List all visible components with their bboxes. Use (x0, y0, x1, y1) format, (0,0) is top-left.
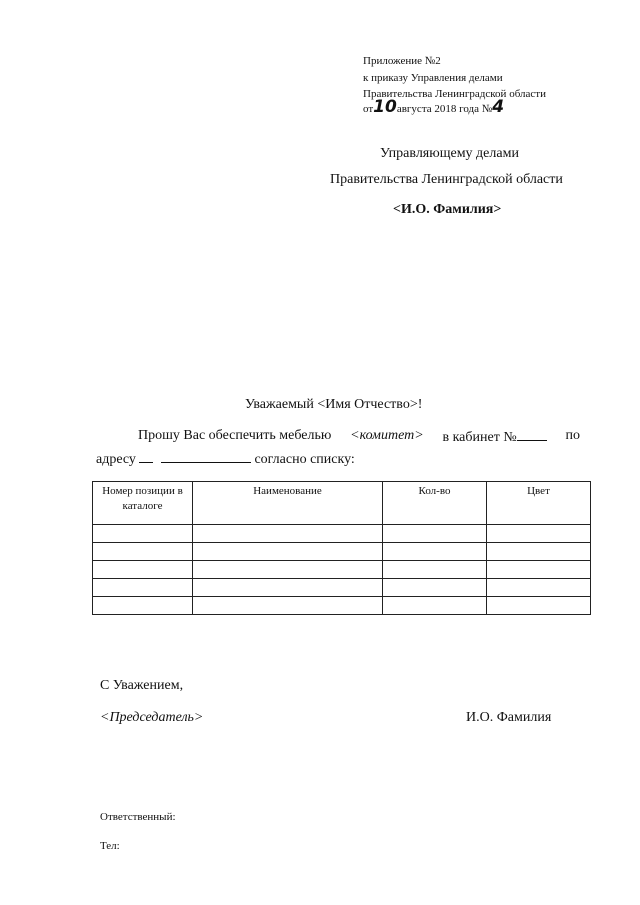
table-cell (487, 543, 591, 561)
body-text-4: адресу (96, 452, 136, 467)
closing: С Уважением, (100, 678, 184, 693)
table-cell (487, 597, 591, 615)
appendix-date-prefix: от (363, 103, 374, 115)
office-number-blank (517, 428, 547, 441)
table-row (93, 561, 591, 579)
addressee-line-2: Правительства Ленинградской области (330, 172, 563, 187)
handwritten-number: 4 (492, 97, 505, 117)
salutation: Уважаемый <Имя Отчество>! (245, 397, 423, 412)
body-text-3: по (565, 428, 580, 443)
table-row (93, 525, 591, 543)
table-cell (93, 597, 193, 615)
header-color: Цвет (487, 482, 591, 525)
table-cell (193, 543, 383, 561)
header-catalog-position: Номер позиции в каталоге (93, 482, 193, 525)
table-row (93, 543, 591, 561)
table-cell (93, 543, 193, 561)
phone-label: Тел: (100, 840, 120, 852)
table-row (93, 597, 591, 615)
appendix-date-month: августа 2018 года № (396, 103, 493, 115)
address-blank-1 (139, 450, 153, 463)
body-committee: <комитет> (350, 428, 424, 443)
table-header-row (93, 482, 591, 525)
table-cell (487, 525, 591, 543)
header-quantity: Кол-во (383, 482, 487, 525)
table-cell (193, 579, 383, 597)
header-name: Наименование (193, 482, 383, 525)
table-cell (383, 561, 487, 579)
addressee-name: <И.О. Фамилия> (393, 202, 502, 217)
table-cell (93, 561, 193, 579)
table-cell (193, 561, 383, 579)
responsible-label: Ответственный: (100, 811, 176, 823)
appendix-line-4 (363, 97, 505, 117)
table-row (93, 579, 591, 597)
table-cell (383, 579, 487, 597)
table-cell (383, 543, 487, 561)
table-cell (383, 525, 487, 543)
appendix-line-1: Приложение №2 (363, 55, 441, 67)
table-cell (93, 525, 193, 543)
items-table (92, 481, 591, 615)
handwritten-day: 10 (373, 97, 397, 117)
body-text-2: в кабинет № (442, 430, 517, 445)
address-blank-2 (161, 450, 251, 463)
body-line-2 (96, 450, 355, 468)
appendix-line-3: Правительства Ленинградской области (363, 88, 546, 100)
table-cell (487, 579, 591, 597)
table-cell (193, 597, 383, 615)
table-cell (487, 561, 591, 579)
signer-role: <Председатель> (100, 710, 204, 725)
addressee-line-1: Управляющему делами (380, 146, 519, 161)
body-text-5: согласно списку: (254, 452, 355, 467)
body-text-1: Прошу Вас обеспечить мебелью (138, 428, 332, 443)
appendix-line-2: к приказу Управления делами (363, 72, 503, 84)
table-cell (383, 597, 487, 615)
body-line-1 (138, 428, 580, 446)
signer-name: И.О. Фамилия (466, 710, 552, 725)
table-cell (193, 525, 383, 543)
table-cell (93, 579, 193, 597)
